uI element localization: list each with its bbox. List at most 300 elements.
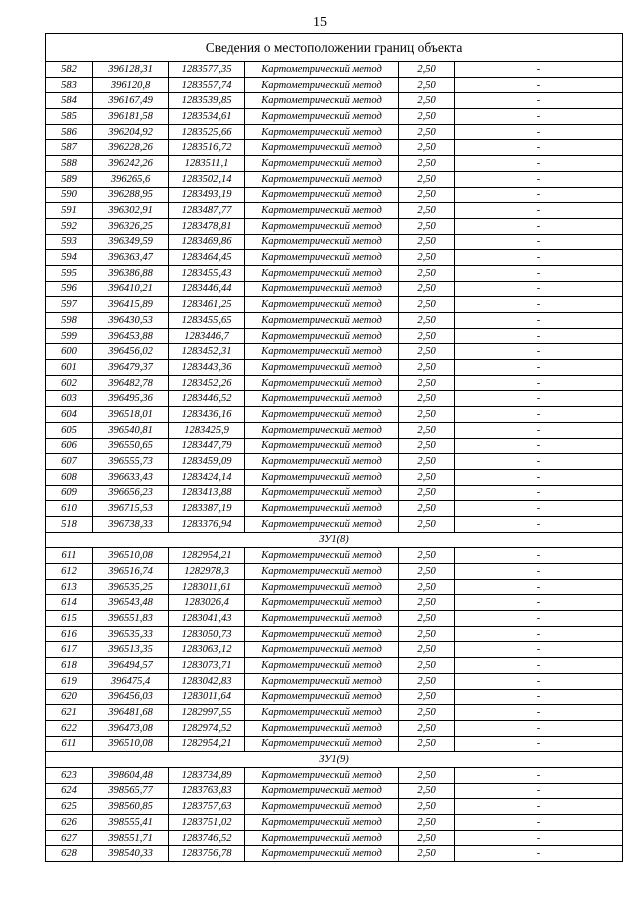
y-coordinate-cell: 1283539,85	[169, 93, 245, 109]
description-cell: -	[455, 705, 623, 721]
table-row	[46, 736, 623, 752]
table-row	[46, 234, 623, 250]
table-row	[46, 799, 623, 815]
method-cell: Картометрический метод	[245, 124, 399, 140]
accuracy-cell: 2,50	[399, 391, 455, 407]
x-coordinate-cell: 396288,95	[93, 187, 169, 203]
description-cell: -	[455, 140, 623, 156]
method-cell: Картометрический метод	[245, 516, 399, 532]
y-coordinate-cell: 1283516,72	[169, 140, 245, 156]
x-coordinate-cell: 396550,65	[93, 438, 169, 454]
description-cell: -	[455, 234, 623, 250]
table-row	[46, 281, 623, 297]
description-cell: -	[455, 375, 623, 391]
y-coordinate-cell: 1283534,61	[169, 109, 245, 125]
x-coordinate-cell: 396540,81	[93, 422, 169, 438]
description-cell: -	[455, 501, 623, 517]
x-coordinate-cell: 396551,83	[93, 611, 169, 627]
accuracy-cell: 2,50	[399, 313, 455, 329]
table-row	[46, 438, 623, 454]
accuracy-cell: 2,50	[399, 124, 455, 140]
table-row	[46, 469, 623, 485]
y-coordinate-cell: 1283525,66	[169, 124, 245, 140]
description-cell: -	[455, 516, 623, 532]
description-cell: -	[455, 62, 623, 78]
point-number-cell: 612	[46, 564, 93, 580]
description-cell: -	[455, 93, 623, 109]
description-cell: -	[455, 171, 623, 187]
description-cell: -	[455, 736, 623, 752]
accuracy-cell: 2,50	[399, 265, 455, 281]
point-number-cell: 608	[46, 469, 93, 485]
description-cell: -	[455, 564, 623, 580]
method-cell: Картометрический метод	[245, 469, 399, 485]
method-cell: Картометрический метод	[245, 438, 399, 454]
method-cell: Картометрический метод	[245, 454, 399, 470]
description-cell: -	[455, 297, 623, 313]
x-coordinate-cell: 396475,4	[93, 673, 169, 689]
accuracy-cell: 2,50	[399, 218, 455, 234]
table-row	[46, 124, 623, 140]
table-row	[46, 595, 623, 611]
point-number-cell: 623	[46, 767, 93, 783]
page-number: 15	[313, 15, 327, 30]
section-header-row	[46, 752, 623, 768]
accuracy-cell: 2,50	[399, 846, 455, 862]
x-coordinate-cell: 398540,33	[93, 846, 169, 862]
accuracy-cell: 2,50	[399, 516, 455, 532]
x-coordinate-cell: 396494,57	[93, 658, 169, 674]
y-coordinate-cell: 1283459,09	[169, 454, 245, 470]
description-cell: -	[455, 469, 623, 485]
method-cell: Картометрический метод	[245, 77, 399, 93]
method-cell: Картометрический метод	[245, 375, 399, 391]
y-coordinate-cell: 1283063,12	[169, 642, 245, 658]
accuracy-cell: 2,50	[399, 344, 455, 360]
y-coordinate-cell: 1283577,35	[169, 62, 245, 78]
point-number-cell: 598	[46, 313, 93, 329]
description-cell: -	[455, 720, 623, 736]
x-coordinate-cell: 396481,68	[93, 705, 169, 721]
accuracy-cell: 2,50	[399, 469, 455, 485]
y-coordinate-cell: 1282954,21	[169, 548, 245, 564]
method-cell: Картометрический метод	[245, 171, 399, 187]
y-coordinate-cell: 1283502,14	[169, 171, 245, 187]
y-coordinate-cell: 1283443,36	[169, 360, 245, 376]
point-number-cell: 587	[46, 140, 93, 156]
y-coordinate-cell: 1283042,83	[169, 673, 245, 689]
description-cell: -	[455, 485, 623, 501]
description-cell: -	[455, 187, 623, 203]
method-cell: Картометрический метод	[245, 281, 399, 297]
description-cell: -	[455, 124, 623, 140]
x-coordinate-cell: 396473,08	[93, 720, 169, 736]
description-cell: -	[455, 799, 623, 815]
y-coordinate-cell: 1283557,74	[169, 77, 245, 93]
y-coordinate-cell: 1283464,45	[169, 250, 245, 266]
y-coordinate-cell: 1283455,43	[169, 265, 245, 281]
table-row	[46, 673, 623, 689]
table-row	[46, 422, 623, 438]
table-row	[46, 218, 623, 234]
table-row	[46, 516, 623, 532]
accuracy-cell: 2,50	[399, 297, 455, 313]
table-row	[46, 642, 623, 658]
description-cell: -	[455, 391, 623, 407]
method-cell: Картометрический метод	[245, 830, 399, 846]
point-number-cell: 611	[46, 736, 93, 752]
x-coordinate-cell: 398555,41	[93, 815, 169, 831]
accuracy-cell: 2,50	[399, 156, 455, 172]
x-coordinate-cell: 396453,88	[93, 328, 169, 344]
method-cell: Картометрический метод	[245, 705, 399, 721]
accuracy-cell: 2,50	[399, 642, 455, 658]
section-label: ЗУ1(9)	[46, 752, 623, 768]
y-coordinate-cell: 1283446,7	[169, 328, 245, 344]
method-cell: Картометрический метод	[245, 658, 399, 674]
description-cell: -	[455, 109, 623, 125]
method-cell: Картометрический метод	[245, 187, 399, 203]
accuracy-cell: 2,50	[399, 360, 455, 376]
table-row	[46, 313, 623, 329]
description-cell: -	[455, 156, 623, 172]
y-coordinate-cell: 1283751,02	[169, 815, 245, 831]
description-cell: -	[455, 203, 623, 219]
point-number-cell: 594	[46, 250, 93, 266]
x-coordinate-cell: 398565,77	[93, 783, 169, 799]
method-cell: Картометрический метод	[245, 485, 399, 501]
y-coordinate-cell: 1283452,26	[169, 375, 245, 391]
method-cell: Картометрический метод	[245, 501, 399, 517]
y-coordinate-cell: 1283446,44	[169, 281, 245, 297]
accuracy-cell: 2,50	[399, 422, 455, 438]
method-cell: Картометрический метод	[245, 611, 399, 627]
x-coordinate-cell: 398604,48	[93, 767, 169, 783]
y-coordinate-cell: 1282978,3	[169, 564, 245, 580]
x-coordinate-cell: 396363,47	[93, 250, 169, 266]
point-number-cell: 595	[46, 265, 93, 281]
y-coordinate-cell: 1283461,25	[169, 297, 245, 313]
description-cell: -	[455, 579, 623, 595]
point-number-cell: 607	[46, 454, 93, 470]
point-number-cell: 582	[46, 62, 93, 78]
table-row	[46, 689, 623, 705]
table-row	[46, 720, 623, 736]
x-coordinate-cell: 396633,43	[93, 469, 169, 485]
section-header-row	[46, 532, 623, 548]
method-cell: Картометрический метод	[245, 595, 399, 611]
method-cell: Картометрический метод	[245, 846, 399, 862]
method-cell: Картометрический метод	[245, 407, 399, 423]
accuracy-cell: 2,50	[399, 234, 455, 250]
table-row	[46, 109, 623, 125]
accuracy-cell: 2,50	[399, 187, 455, 203]
accuracy-cell: 2,50	[399, 438, 455, 454]
point-number-cell: 603	[46, 391, 93, 407]
x-coordinate-cell: 396479,37	[93, 360, 169, 376]
point-number-cell: 618	[46, 658, 93, 674]
table-row	[46, 485, 623, 501]
x-coordinate-cell: 396349,59	[93, 234, 169, 250]
method-cell: Картометрический метод	[245, 93, 399, 109]
point-number-cell: 600	[46, 344, 93, 360]
point-number-cell: 592	[46, 218, 93, 234]
table-row	[46, 501, 623, 517]
x-coordinate-cell: 396410,21	[93, 281, 169, 297]
point-number-cell: 588	[46, 156, 93, 172]
y-coordinate-cell: 1283757,63	[169, 799, 245, 815]
x-coordinate-cell: 396456,02	[93, 344, 169, 360]
table-row	[46, 250, 623, 266]
y-coordinate-cell: 1283424,14	[169, 469, 245, 485]
y-coordinate-cell: 1283011,61	[169, 579, 245, 595]
x-coordinate-cell: 396386,88	[93, 265, 169, 281]
point-number-cell: 628	[46, 846, 93, 862]
accuracy-cell: 2,50	[399, 595, 455, 611]
accuracy-cell: 2,50	[399, 658, 455, 674]
point-number-cell: 596	[46, 281, 93, 297]
method-cell: Картометрический метод	[245, 642, 399, 658]
method-cell: Картометрический метод	[245, 767, 399, 783]
x-coordinate-cell: 396543,48	[93, 595, 169, 611]
description-cell: -	[455, 328, 623, 344]
accuracy-cell: 2,50	[399, 485, 455, 501]
method-cell: Картометрический метод	[245, 360, 399, 376]
x-coordinate-cell: 398551,71	[93, 830, 169, 846]
x-coordinate-cell: 396228,26	[93, 140, 169, 156]
description-cell: -	[455, 360, 623, 376]
table-row	[46, 830, 623, 846]
point-number-cell: 583	[46, 77, 93, 93]
x-coordinate-cell: 396482,78	[93, 375, 169, 391]
point-number-cell: 584	[46, 93, 93, 109]
description-cell: -	[455, 815, 623, 831]
point-number-cell: 599	[46, 328, 93, 344]
description-cell: -	[455, 626, 623, 642]
boundary-coordinates-table	[45, 33, 623, 862]
x-coordinate-cell: 396265,6	[93, 171, 169, 187]
method-cell: Картометрический метод	[245, 265, 399, 281]
method-cell: Картометрический метод	[245, 689, 399, 705]
point-number-cell: 624	[46, 783, 93, 799]
y-coordinate-cell: 1282997,55	[169, 705, 245, 721]
x-coordinate-cell: 396555,73	[93, 454, 169, 470]
point-number-cell: 604	[46, 407, 93, 423]
table-row	[46, 658, 623, 674]
description-cell: -	[455, 422, 623, 438]
x-coordinate-cell: 396495,36	[93, 391, 169, 407]
description-cell: -	[455, 344, 623, 360]
description-cell: -	[455, 313, 623, 329]
y-coordinate-cell: 1283734,89	[169, 767, 245, 783]
point-number-cell: 589	[46, 171, 93, 187]
table-row	[46, 626, 623, 642]
accuracy-cell: 2,50	[399, 815, 455, 831]
table-row	[46, 93, 623, 109]
x-coordinate-cell: 396430,53	[93, 313, 169, 329]
x-coordinate-cell: 396181,58	[93, 109, 169, 125]
y-coordinate-cell: 1283478,81	[169, 218, 245, 234]
y-coordinate-cell: 1283011,64	[169, 689, 245, 705]
point-number-cell: 591	[46, 203, 93, 219]
accuracy-cell: 2,50	[399, 736, 455, 752]
table-row	[46, 328, 623, 344]
accuracy-cell: 2,50	[399, 77, 455, 93]
x-coordinate-cell: 396535,33	[93, 626, 169, 642]
x-coordinate-cell: 396326,25	[93, 218, 169, 234]
description-cell: -	[455, 595, 623, 611]
accuracy-cell: 2,50	[399, 548, 455, 564]
y-coordinate-cell: 1283041,43	[169, 611, 245, 627]
description-cell: -	[455, 767, 623, 783]
point-number-cell: 621	[46, 705, 93, 721]
method-cell: Картометрический метод	[245, 815, 399, 831]
point-number-cell: 602	[46, 375, 93, 391]
accuracy-cell: 2,50	[399, 454, 455, 470]
table-row	[46, 564, 623, 580]
y-coordinate-cell: 1283387,19	[169, 501, 245, 517]
table-row	[46, 203, 623, 219]
accuracy-cell: 2,50	[399, 171, 455, 187]
method-cell: Картометрический метод	[245, 203, 399, 219]
accuracy-cell: 2,50	[399, 830, 455, 846]
description-cell: -	[455, 830, 623, 846]
point-number-cell: 586	[46, 124, 93, 140]
description-cell: -	[455, 658, 623, 674]
accuracy-cell: 2,50	[399, 140, 455, 156]
x-coordinate-cell: 396656,23	[93, 485, 169, 501]
point-number-cell: 611	[46, 548, 93, 564]
accuracy-cell: 2,50	[399, 689, 455, 705]
table-row	[46, 187, 623, 203]
x-coordinate-cell: 396456,03	[93, 689, 169, 705]
x-coordinate-cell: 398560,85	[93, 799, 169, 815]
description-cell: -	[455, 611, 623, 627]
point-number-cell: 605	[46, 422, 93, 438]
y-coordinate-cell: 1283026,4	[169, 595, 245, 611]
y-coordinate-cell: 1283446,52	[169, 391, 245, 407]
accuracy-cell: 2,50	[399, 407, 455, 423]
method-cell: Картометрический метод	[245, 109, 399, 125]
method-cell: Картометрический метод	[245, 720, 399, 736]
point-number-cell: 626	[46, 815, 93, 831]
accuracy-cell: 2,50	[399, 783, 455, 799]
y-coordinate-cell: 1283425,9	[169, 422, 245, 438]
table-row	[46, 156, 623, 172]
table-row	[46, 548, 623, 564]
description-cell: -	[455, 642, 623, 658]
point-number-cell: 619	[46, 673, 93, 689]
description-cell: -	[455, 783, 623, 799]
method-cell: Картометрический метод	[245, 579, 399, 595]
accuracy-cell: 2,50	[399, 799, 455, 815]
accuracy-cell: 2,50	[399, 375, 455, 391]
accuracy-cell: 2,50	[399, 203, 455, 219]
y-coordinate-cell: 1283763,83	[169, 783, 245, 799]
description-cell: -	[455, 846, 623, 862]
method-cell: Картометрический метод	[245, 250, 399, 266]
method-cell: Картометрический метод	[245, 62, 399, 78]
x-coordinate-cell: 396302,91	[93, 203, 169, 219]
table-row	[46, 344, 623, 360]
y-coordinate-cell: 1283455,65	[169, 313, 245, 329]
description-cell: -	[455, 689, 623, 705]
accuracy-cell: 2,50	[399, 611, 455, 627]
point-number-cell: 609	[46, 485, 93, 501]
x-coordinate-cell: 396242,26	[93, 156, 169, 172]
y-coordinate-cell: 1283756,78	[169, 846, 245, 862]
x-coordinate-cell: 396518,01	[93, 407, 169, 423]
description-cell: -	[455, 250, 623, 266]
table-row	[46, 846, 623, 862]
method-cell: Картометрический метод	[245, 564, 399, 580]
description-cell: -	[455, 548, 623, 564]
table-row	[46, 407, 623, 423]
point-number-cell: 627	[46, 830, 93, 846]
point-number-cell: 593	[46, 234, 93, 250]
y-coordinate-cell: 1283413,88	[169, 485, 245, 501]
description-cell: -	[455, 454, 623, 470]
method-cell: Картометрический метод	[245, 297, 399, 313]
accuracy-cell: 2,50	[399, 579, 455, 595]
accuracy-cell: 2,50	[399, 564, 455, 580]
y-coordinate-cell: 1283487,77	[169, 203, 245, 219]
point-number-cell: 615	[46, 611, 93, 627]
y-coordinate-cell: 1283447,79	[169, 438, 245, 454]
table-row	[46, 140, 623, 156]
point-number-cell: 616	[46, 626, 93, 642]
point-number-cell: 617	[46, 642, 93, 658]
table-row	[46, 62, 623, 78]
y-coordinate-cell: 1283493,19	[169, 187, 245, 203]
table-row	[46, 579, 623, 595]
point-number-cell: 518	[46, 516, 93, 532]
point-number-cell: 613	[46, 579, 93, 595]
table-row	[46, 171, 623, 187]
table-row	[46, 391, 623, 407]
point-number-cell: 601	[46, 360, 93, 376]
description-cell: -	[455, 438, 623, 454]
y-coordinate-cell: 1283050,73	[169, 626, 245, 642]
y-coordinate-cell: 1283746,52	[169, 830, 245, 846]
accuracy-cell: 2,50	[399, 62, 455, 78]
table-row	[46, 297, 623, 313]
table-body	[46, 34, 623, 862]
description-cell: -	[455, 281, 623, 297]
method-cell: Картометрический метод	[245, 422, 399, 438]
table-row	[46, 705, 623, 721]
x-coordinate-cell: 396516,74	[93, 564, 169, 580]
method-cell: Картометрический метод	[245, 234, 399, 250]
accuracy-cell: 2,50	[399, 705, 455, 721]
method-cell: Картометрический метод	[245, 344, 399, 360]
table-row	[46, 360, 623, 376]
point-number-cell: 590	[46, 187, 93, 203]
description-cell: -	[455, 673, 623, 689]
table-row	[46, 265, 623, 281]
x-coordinate-cell: 396120,8	[93, 77, 169, 93]
x-coordinate-cell: 396715,53	[93, 501, 169, 517]
method-cell: Картометрический метод	[245, 140, 399, 156]
method-cell: Картометрический метод	[245, 736, 399, 752]
x-coordinate-cell: 396513,35	[93, 642, 169, 658]
point-number-cell: 610	[46, 501, 93, 517]
section-label: ЗУ1(8)	[46, 532, 623, 548]
accuracy-cell: 2,50	[399, 281, 455, 297]
x-coordinate-cell: 396510,08	[93, 736, 169, 752]
table-row	[46, 77, 623, 93]
x-coordinate-cell: 396204,92	[93, 124, 169, 140]
